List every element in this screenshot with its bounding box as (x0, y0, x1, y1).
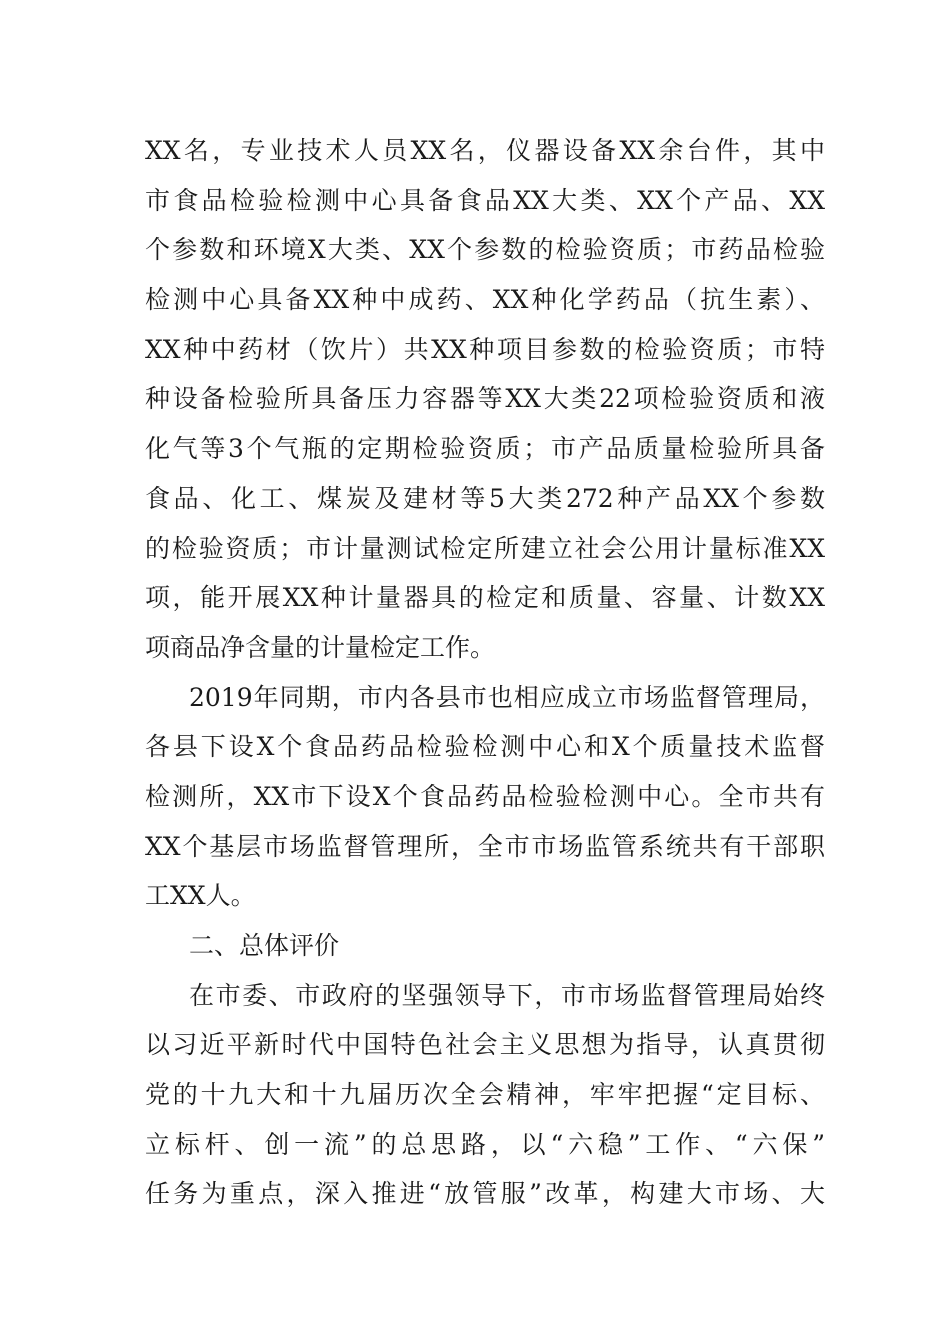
text-line: 各县下设X个食品药品检验检测中心和X个质量技术监督 (145, 732, 825, 762)
text-line: 个参数和环境X大类、XX个参数的检验资质；市药品检验 (145, 235, 825, 265)
text-line: 项，能开展XX种计量器具的检定和质量、容量、计数XX (145, 583, 825, 613)
paragraph-overall-evaluation (145, 971, 825, 1219)
paragraph-county-bureaus (145, 673, 825, 921)
text-line: XX名，专业技术人员XX名，仪器设备XX余台件，其中 (145, 136, 825, 165)
paragraph-lab-capabilities (145, 126, 825, 673)
text-line: 以习近平新时代中国特色社会主义思想为指导，认真贯彻 (145, 1030, 825, 1060)
text-line: 市食品检验检测中心具备食品XX大类、XX个产品、XX (145, 185, 825, 215)
text-line: 食品、化工、煤炭及建材等5大类272种产品XX个参数 (145, 483, 825, 513)
text-line: 立标杆、创一流”的总思路，以“六稳”工作、“六保” (145, 1129, 825, 1159)
text-line: 项商品净含量的计量检定工作。 (145, 632, 496, 662)
text-line: 任务为重点，深入推进“放管服”改革，构建大市场、大 (145, 1179, 825, 1209)
text-line: XX种中药材（饮片）共XX种项目参数的检验资质；市特 (145, 334, 825, 364)
text-line: 检测中心具备XX种中成药、XX种化学药品（抗生素）、 (145, 285, 825, 315)
text-line: 的检验资质；市计量测试检定所建立社会公用计量标准XX (145, 533, 825, 563)
text-line: 工XX人。 (145, 881, 256, 911)
section-heading-overall-evaluation (145, 921, 825, 971)
text-line: 党的十九大和十九届历次全会精神，牢牢把握“定目标、 (145, 1080, 825, 1110)
text-line: 化气等3个气瓶的定期检验资质；市产品质量检验所具备 (145, 434, 825, 464)
text-line: XX个基层市场监督管理所，全市市场监管系统共有干部职 (145, 831, 825, 861)
text-line: 检测所，XX市下设X个食品药品检验检测中心。全市共有 (145, 781, 825, 811)
text-line: 在市委、市政府的坚强领导下，市市场监督管理局始终 (189, 980, 825, 1010)
text-line: 种设备检验所具备压力容器等XX大类22项检验资质和液 (145, 384, 825, 414)
text-line: 2019年同期，市内各县市也相应成立市场监督管理局， (189, 682, 825, 712)
document-body (145, 126, 825, 1219)
section-heading: 二、总体评价 (189, 931, 340, 960)
